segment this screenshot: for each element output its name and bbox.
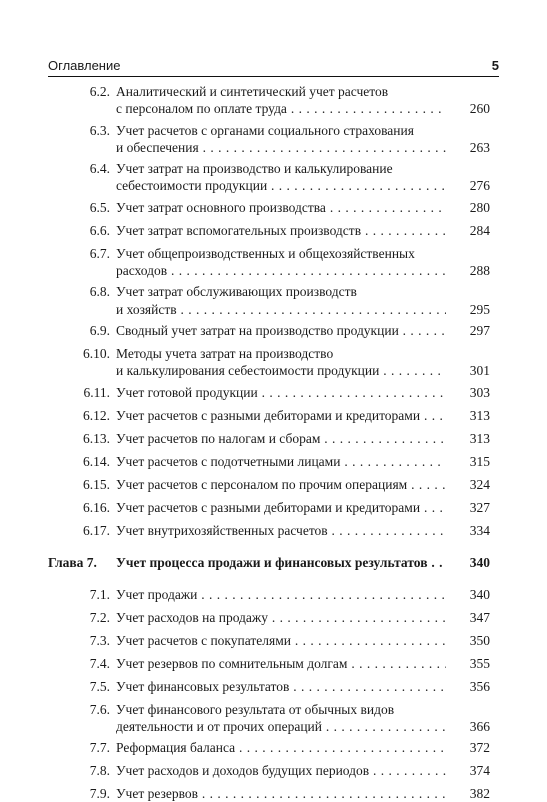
toc-entry-page: 355 [446, 656, 490, 672]
toc-entry-page: 334 [446, 523, 490, 539]
toc-entry-number: 6.8. [89, 284, 110, 300]
toc-entry-title-line: Учет продажи . . . [116, 587, 490, 603]
toc-entry-page: 366 [446, 719, 490, 735]
toc-entry-title-line: Учет расчетов с разными дебиторами и кредиторами . . . [116, 408, 490, 424]
toc-entry-title-line: Аналитический и синтетический учет расчетов [116, 84, 389, 99]
toc-entry-page: 340 [446, 555, 490, 571]
toc-entry-page: 324 [446, 477, 490, 493]
header-rule [48, 76, 499, 77]
toc-entry-title-line: Учет финансовых результатов . . . [116, 679, 490, 695]
toc-entry-page: 382 [446, 786, 490, 802]
toc-entry-page: 301 [446, 363, 490, 379]
header-page-number: 5 [491, 58, 499, 73]
toc-entry-title-line: расходов . . . [116, 263, 490, 279]
toc-entry-title-line: Учет расчетов с подотчетными лицами . . . [116, 454, 490, 470]
toc-entry-title-line: Учет расходов и доходов будущих периодов . . . [116, 763, 490, 779]
toc-entry-number: 6.16. [83, 499, 110, 515]
toc-entry-number: 6.6. [89, 222, 110, 238]
toc-entry-title-line: себестоимости продукции . . . [116, 178, 490, 194]
toc-entry-title-line: Сводный учет затрат на производство продукции . . . [116, 323, 490, 339]
toc-entry-number: 7.2. [89, 609, 110, 625]
toc-entry-number: 6.17. [83, 522, 110, 538]
toc-entry-number: 6.14. [83, 453, 110, 469]
toc-entry-title-line: Учет расходов на продажу . . . [116, 610, 490, 626]
toc-entry-page: 313 [446, 431, 490, 447]
toc-entry-page: 350 [446, 633, 490, 649]
toc-entry-number: 6.15. [83, 476, 110, 492]
toc-entry-number: 6.12. [83, 407, 110, 423]
toc-entry-number: 6.9. [89, 323, 110, 338]
toc-entry-title-line: Учет затрат на производство и калькулирование [116, 161, 393, 177]
toc-entry-number: 6.2. [89, 84, 110, 99]
toc-entry-page: 372 [446, 740, 490, 756]
toc-entry-number: 6.4. [89, 161, 110, 177]
toc-entry-number: 6.11. [83, 384, 110, 400]
toc-entry-title-line: Учет расчетов с персоналом по прочим операциям . . . [116, 477, 490, 493]
toc-entry-number: 7.9. [89, 786, 110, 802]
toc-entry-title-line: Учет расчетов с разными дебиторами и кредиторами . . . [116, 500, 490, 516]
toc-entry-title-line: Учет готовой продукции . . . [116, 385, 490, 401]
toc-entry-page: 276 [446, 178, 490, 194]
toc-entry-page: 297 [446, 323, 490, 339]
toc-entry-title-line: и обеспечения . . . [116, 140, 490, 156]
toc-entry-page: 260 [446, 101, 490, 117]
running-header [48, 58, 499, 76]
toc-entry-page: 288 [446, 263, 490, 279]
toc-entry-page: 327 [446, 500, 490, 516]
toc-entry-title-line: с персоналом по оплате труда . . . [116, 101, 490, 117]
toc-entry-page: 284 [446, 223, 490, 239]
toc-entry-page: 263 [446, 140, 490, 156]
toc-entry-title-line: Учет затрат вспомогательных производств . . . [116, 223, 490, 239]
toc-entry-title-line: Методы учета затрат на производство [116, 346, 334, 361]
toc-entry-number: Глава 7. [48, 554, 97, 570]
toc-entry-title-line: Учет резервов по сомнительным долгам . . . [116, 656, 490, 672]
toc-entry-page: 313 [446, 408, 490, 424]
toc-entry-number: 7.5. [89, 678, 110, 694]
toc-entry-title-line: Учет финансового результата от обычных видов [116, 701, 395, 717]
toc-entry-title-line: и хозяйств . . . [116, 302, 490, 318]
toc-entry-number: 7.4. [89, 655, 110, 671]
toc-entry-page: 295 [446, 302, 490, 318]
toc-entry-page: 280 [446, 200, 490, 216]
toc-entry-title-line: Учет общепроизводственных и общехозяйственных [116, 245, 415, 261]
header-title: Оглавление [48, 58, 121, 73]
toc-entry-page: 374 [446, 763, 490, 779]
toc-entry-title-line: Учет расчетов с покупателями . . . [116, 633, 490, 649]
toc-entry-number: 7.6. [89, 701, 110, 717]
toc-entry-page: 356 [446, 679, 490, 695]
toc-entry-title-line: Учет затрат обслуживающих производств [116, 284, 357, 300]
toc-entry-title-line: деятельности и от прочих операций . . . [116, 719, 490, 735]
toc-entry-number: 6.3. [89, 122, 110, 138]
toc-entry-page: 340 [446, 587, 490, 603]
toc-entry-title-line: Учет расчетов с органами социального страхования [116, 122, 414, 138]
toc-entry-number: 6.7. [89, 245, 110, 261]
toc-entry-number: 7.3. [89, 632, 110, 648]
toc-entry-title-line: Реформация баланса . . . [116, 740, 490, 756]
toc-entry-page: 315 [446, 454, 490, 470]
toc-entry-title-line: Учет резервов . . . [116, 786, 490, 802]
toc-entry-number: 6.13. [83, 430, 110, 446]
toc-entry-page: 303 [446, 385, 490, 401]
toc-entry-title-line: Учет внутрихозяйственных расчетов . . . [116, 523, 490, 539]
toc-entry-number: 6.5. [89, 199, 110, 215]
toc-entry-number: 7.1. [89, 586, 110, 602]
toc-entry-title-line: Учет затрат основного производства . . . [116, 200, 490, 216]
toc-entry-page: 347 [446, 610, 490, 626]
toc-entry-title-line: Учет расчетов по налогам и сборам . . . [116, 431, 490, 447]
toc-entry-number: 6.10. [83, 346, 110, 361]
toc-entry-title-line: Учет процесса продажи и финансовых результатов . . . [116, 555, 490, 571]
toc-entry-number: 7.8. [89, 763, 110, 779]
toc-entry-title-line: и калькулирования себестоимости продукции . . . [116, 363, 490, 379]
toc-entry-number: 7.7. [89, 740, 110, 756]
